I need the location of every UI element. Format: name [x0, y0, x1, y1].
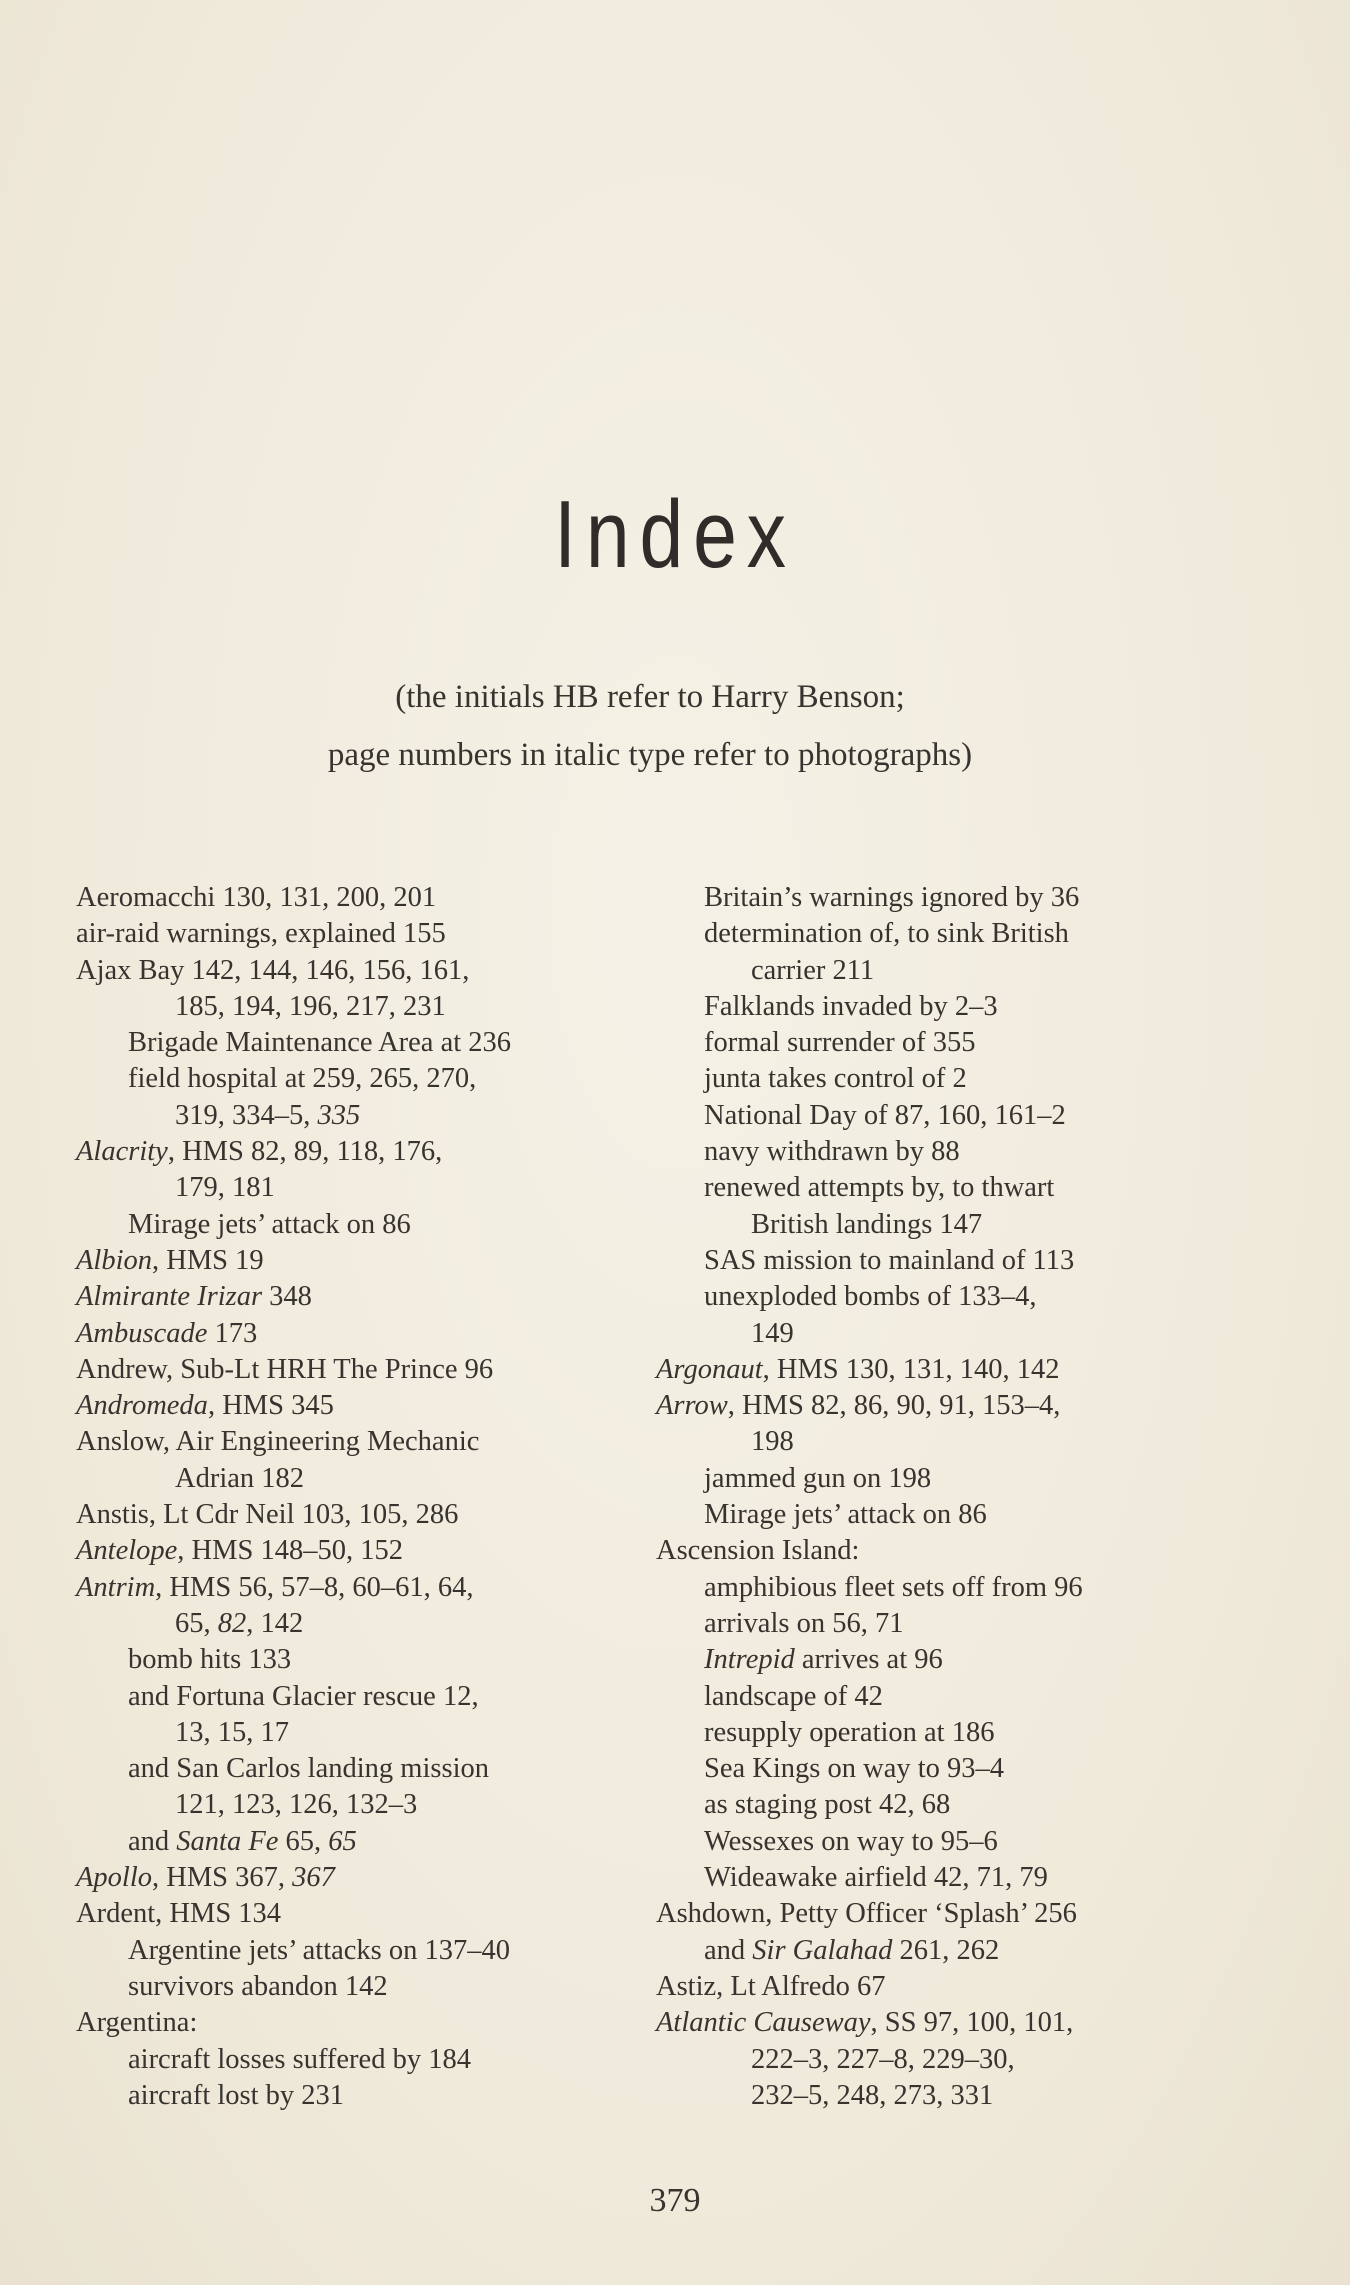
- index-column-right: [656, 880, 1256, 2114]
- index-text: 185, 194, 196, 217, 231: [175, 990, 446, 1022]
- index-text: National Day of 87, 160, 161–2: [704, 1099, 1066, 1131]
- index-text: Albion: [76, 1244, 152, 1276]
- index-continuation: [656, 1424, 1256, 1460]
- index-entry: [76, 1134, 636, 1170]
- index-text: Wideawake airfield 42, 71, 79: [704, 1862, 1048, 1894]
- index-entry: [76, 1316, 636, 1352]
- index-text: Mirage jets’ attack on 86: [128, 1208, 411, 1240]
- index-text: Ashdown, Petty Officer ‘Splash’ 256: [656, 1898, 1077, 1930]
- index-subentry: [76, 1207, 636, 1243]
- index-text: , HMS 82, 89, 118, 176,: [167, 1136, 443, 1168]
- index-continuation: [76, 1787, 636, 1823]
- index-entry: [76, 1388, 636, 1424]
- page-number: 379: [649, 2182, 701, 2219]
- index-subentry: [656, 1279, 1256, 1315]
- page-title: Index: [554, 481, 796, 588]
- index-text: , HMS 19: [152, 1244, 264, 1276]
- index-text: Britain’s warnings ignored by 36: [704, 882, 1080, 913]
- index-text: , HMS 82, 86, 90, 91, 153–4,: [727, 1390, 1061, 1422]
- index-text: Adrian 182: [175, 1462, 305, 1494]
- index-continuation: [656, 953, 1256, 989]
- index-text: 179, 181: [175, 1172, 275, 1204]
- index-text: 65: [328, 1825, 357, 1857]
- index-text: Sea Kings on way to 93–4: [704, 1753, 1005, 1785]
- index-text: 222–3, 227–8, 229–30,: [751, 2043, 1015, 2075]
- index-subentry: [656, 1243, 1256, 1279]
- index-text: jammed gun on 198: [704, 1462, 932, 1494]
- index-text: , HMS 345: [207, 1390, 334, 1422]
- index-text: Andrew, Sub-Lt HRH The Prince 96: [76, 1353, 494, 1385]
- index-subentry: [656, 1787, 1256, 1823]
- index-continuation: [76, 1715, 636, 1751]
- index-text: resupply operation at 186: [704, 1716, 995, 1748]
- index-subentry: [76, 2078, 636, 2114]
- index-subentry: [656, 880, 1256, 916]
- index-text: , HMS 367,: [152, 1862, 293, 1894]
- index-text: Ambuscade: [76, 1317, 208, 1349]
- index-text: air-raid warnings, explained 155: [76, 918, 446, 950]
- index-subentry: [656, 1061, 1256, 1097]
- index-text: unexploded bombs of 133–4,: [704, 1281, 1037, 1313]
- index-text: Santa Fe: [176, 1825, 279, 1857]
- index-entry: [656, 1533, 1256, 1569]
- index-subentry: [76, 1679, 636, 1715]
- index-entry: [76, 1570, 636, 1606]
- index-note-line: (the initials HB refer to Harry Benson;: [395, 679, 905, 715]
- index-text: , 142: [246, 1607, 304, 1639]
- index-text: Atlantic Causeway: [656, 2007, 871, 2039]
- index-text: 232–5, 248, 273, 331: [751, 2079, 994, 2111]
- index-text: Anslow, Air Engineering Mechanic: [76, 1426, 480, 1458]
- index-text: , HMS 130, 131, 140, 142: [762, 1353, 1060, 1385]
- index-text: 82: [217, 1607, 247, 1639]
- index-text: as staging post 42, 68: [704, 1789, 951, 1821]
- index-subentry: [76, 1969, 636, 2005]
- index-entry: [76, 1279, 636, 1315]
- index-subentry: [656, 1715, 1256, 1751]
- index-text: navy withdrawn by 88: [704, 1136, 960, 1168]
- index-text: Anstis, Lt Cdr Neil 103, 105, 286: [76, 1499, 459, 1531]
- index-note-line: page numbers in italic type refer to photographs): [327, 737, 973, 773]
- index-continuation: [76, 1461, 636, 1497]
- index-subentry: [656, 1461, 1256, 1497]
- index-text: 367: [292, 1862, 335, 1894]
- index-note: [0, 668, 1290, 784]
- index-entry: [76, 1497, 636, 1533]
- index-text: , HMS 56, 57–8, 60–61, 64,: [155, 1571, 474, 1603]
- index-text: formal surrender of 355: [704, 1027, 976, 1059]
- index-entry: [76, 1352, 636, 1388]
- index-text: Ajax Bay 142, 144, 146, 156, 161,: [76, 954, 470, 986]
- index-subentry: [656, 1933, 1256, 1969]
- index-continuation: [76, 1098, 636, 1134]
- index-text: and: [704, 1934, 753, 1966]
- index-text: Argonaut: [656, 1353, 763, 1385]
- index-subentry: [76, 1933, 636, 1969]
- index-text: Ardent, HMS 134: [76, 1898, 282, 1930]
- index-entry: [656, 1969, 1256, 2005]
- index-text: 319, 334–5,: [175, 1099, 318, 1131]
- index-entry: [656, 1352, 1256, 1388]
- index-text: Intrepid: [704, 1644, 795, 1676]
- index-subentry: [656, 1098, 1256, 1134]
- index-entry: [656, 1388, 1256, 1424]
- index-subentry: [656, 1751, 1256, 1787]
- index-subentry: [656, 1824, 1256, 1860]
- index-subentry: [656, 1134, 1256, 1170]
- index-text: 348: [262, 1281, 312, 1313]
- index-text: Argentine jets’ attacks on 137–40: [128, 1934, 511, 1966]
- index-text: Arrow: [656, 1390, 728, 1422]
- index-text: 65,: [175, 1607, 218, 1639]
- index-text: Argentina:: [76, 2007, 198, 2039]
- index-text: arrivals on 56, 71: [704, 1607, 904, 1639]
- index-text: survivors abandon 142: [128, 1970, 388, 2002]
- index-continuation: [76, 1606, 636, 1642]
- index-text: and San Carlos landing mission: [128, 1753, 489, 1785]
- index-subentry: [656, 1642, 1256, 1678]
- index-subentry: [656, 1170, 1256, 1206]
- index-continuation: [76, 1170, 636, 1206]
- index-entry: [76, 916, 636, 952]
- index-text: field hospital at 259, 265, 270,: [128, 1063, 477, 1095]
- index-entry: [76, 1860, 636, 1896]
- index-text: Falklands invaded by 2–3: [704, 990, 998, 1022]
- index-text: , HMS 148–50, 152: [177, 1535, 403, 1567]
- index-text: Aeromacchi 130, 131, 200, 201: [76, 882, 437, 913]
- index-text: junta takes control of 2: [704, 1063, 967, 1095]
- index-subentry: [656, 916, 1256, 952]
- index-subentry: [656, 1860, 1256, 1896]
- index-subentry: [656, 989, 1256, 1025]
- index-text: Brigade Maintenance Area at 236: [128, 1027, 512, 1059]
- index-continuation: [656, 1207, 1256, 1243]
- index-text: renewed attempts by, to thwart: [704, 1172, 1055, 1204]
- index-text: aircraft losses suffered by 184: [128, 2043, 471, 2075]
- index-text: Apollo: [76, 1862, 152, 1894]
- index-text: 335: [317, 1099, 361, 1131]
- index-text: Alacrity: [76, 1136, 168, 1168]
- index-subentry: [656, 1025, 1256, 1061]
- index-text: Ascension Island:: [656, 1535, 860, 1567]
- index-subentry: [76, 2042, 636, 2078]
- index-text: bomb hits 133: [128, 1644, 292, 1676]
- index-entry: [656, 1896, 1256, 1932]
- index-text: aircraft lost by 231: [128, 2079, 345, 2111]
- index-text: 198: [751, 1426, 794, 1458]
- index-continuation: [656, 2042, 1256, 2078]
- index-subentry: [76, 1824, 636, 1860]
- index-text: British landings 147: [751, 1208, 983, 1240]
- index-continuation: [656, 2078, 1256, 2114]
- index-text: SAS mission to mainland of 113: [704, 1244, 1075, 1276]
- index-subentry: [656, 1679, 1256, 1715]
- index-text: determination of, to sink British: [704, 918, 1069, 950]
- index-entry: [656, 2005, 1256, 2041]
- index-text: , SS 97, 100, 101,: [870, 2007, 1074, 2039]
- index-entry: [76, 1533, 636, 1569]
- index-continuation: [76, 989, 636, 1025]
- index-subentry: [656, 1497, 1256, 1533]
- index-subentry: [76, 1025, 636, 1061]
- index-text: Sir Galahad: [752, 1934, 893, 1966]
- index-text: Antelope: [76, 1535, 178, 1567]
- index-subentry: [76, 1642, 636, 1678]
- index-text: amphibious fleet sets off from 96: [704, 1571, 1083, 1603]
- index-text: 173: [207, 1317, 258, 1349]
- index-entry: [76, 1424, 636, 1460]
- index-subentry: [76, 1061, 636, 1097]
- index-entry: [76, 1896, 636, 1932]
- index-text: 121, 123, 126, 132–3: [175, 1789, 418, 1821]
- index-text: 149: [751, 1317, 794, 1349]
- index-text: Antrim: [76, 1571, 156, 1603]
- index-text: arrives at 96: [794, 1644, 943, 1676]
- index-text: Wessexes on way to 95–6: [704, 1825, 998, 1857]
- index-subentry: [656, 1570, 1256, 1606]
- index-text: Almirante Irizar: [76, 1281, 263, 1313]
- index-entry: [76, 1243, 636, 1279]
- index-entry: [76, 953, 636, 989]
- index-column-left: [76, 880, 636, 2114]
- index-subentry: [76, 1751, 636, 1787]
- index-continuation: [656, 1316, 1256, 1352]
- index-subentry: [656, 1606, 1256, 1642]
- index-text: Mirage jets’ attack on 86: [704, 1499, 987, 1531]
- index-text: Andromeda: [76, 1390, 208, 1422]
- index-text: 13, 15, 17: [175, 1716, 289, 1748]
- index-text: Astiz, Lt Alfredo 67: [656, 1970, 886, 2002]
- index-entry: [76, 2005, 636, 2041]
- index-text: 65,: [278, 1825, 329, 1857]
- index-text: and Fortuna Glacier rescue 12,: [128, 1680, 479, 1712]
- index-text: 261, 262: [892, 1934, 1000, 1966]
- index-entry: [76, 880, 636, 916]
- index-text: and: [128, 1825, 177, 1857]
- index-text: carrier 211: [751, 954, 875, 986]
- index-text: landscape of 42: [704, 1680, 883, 1712]
